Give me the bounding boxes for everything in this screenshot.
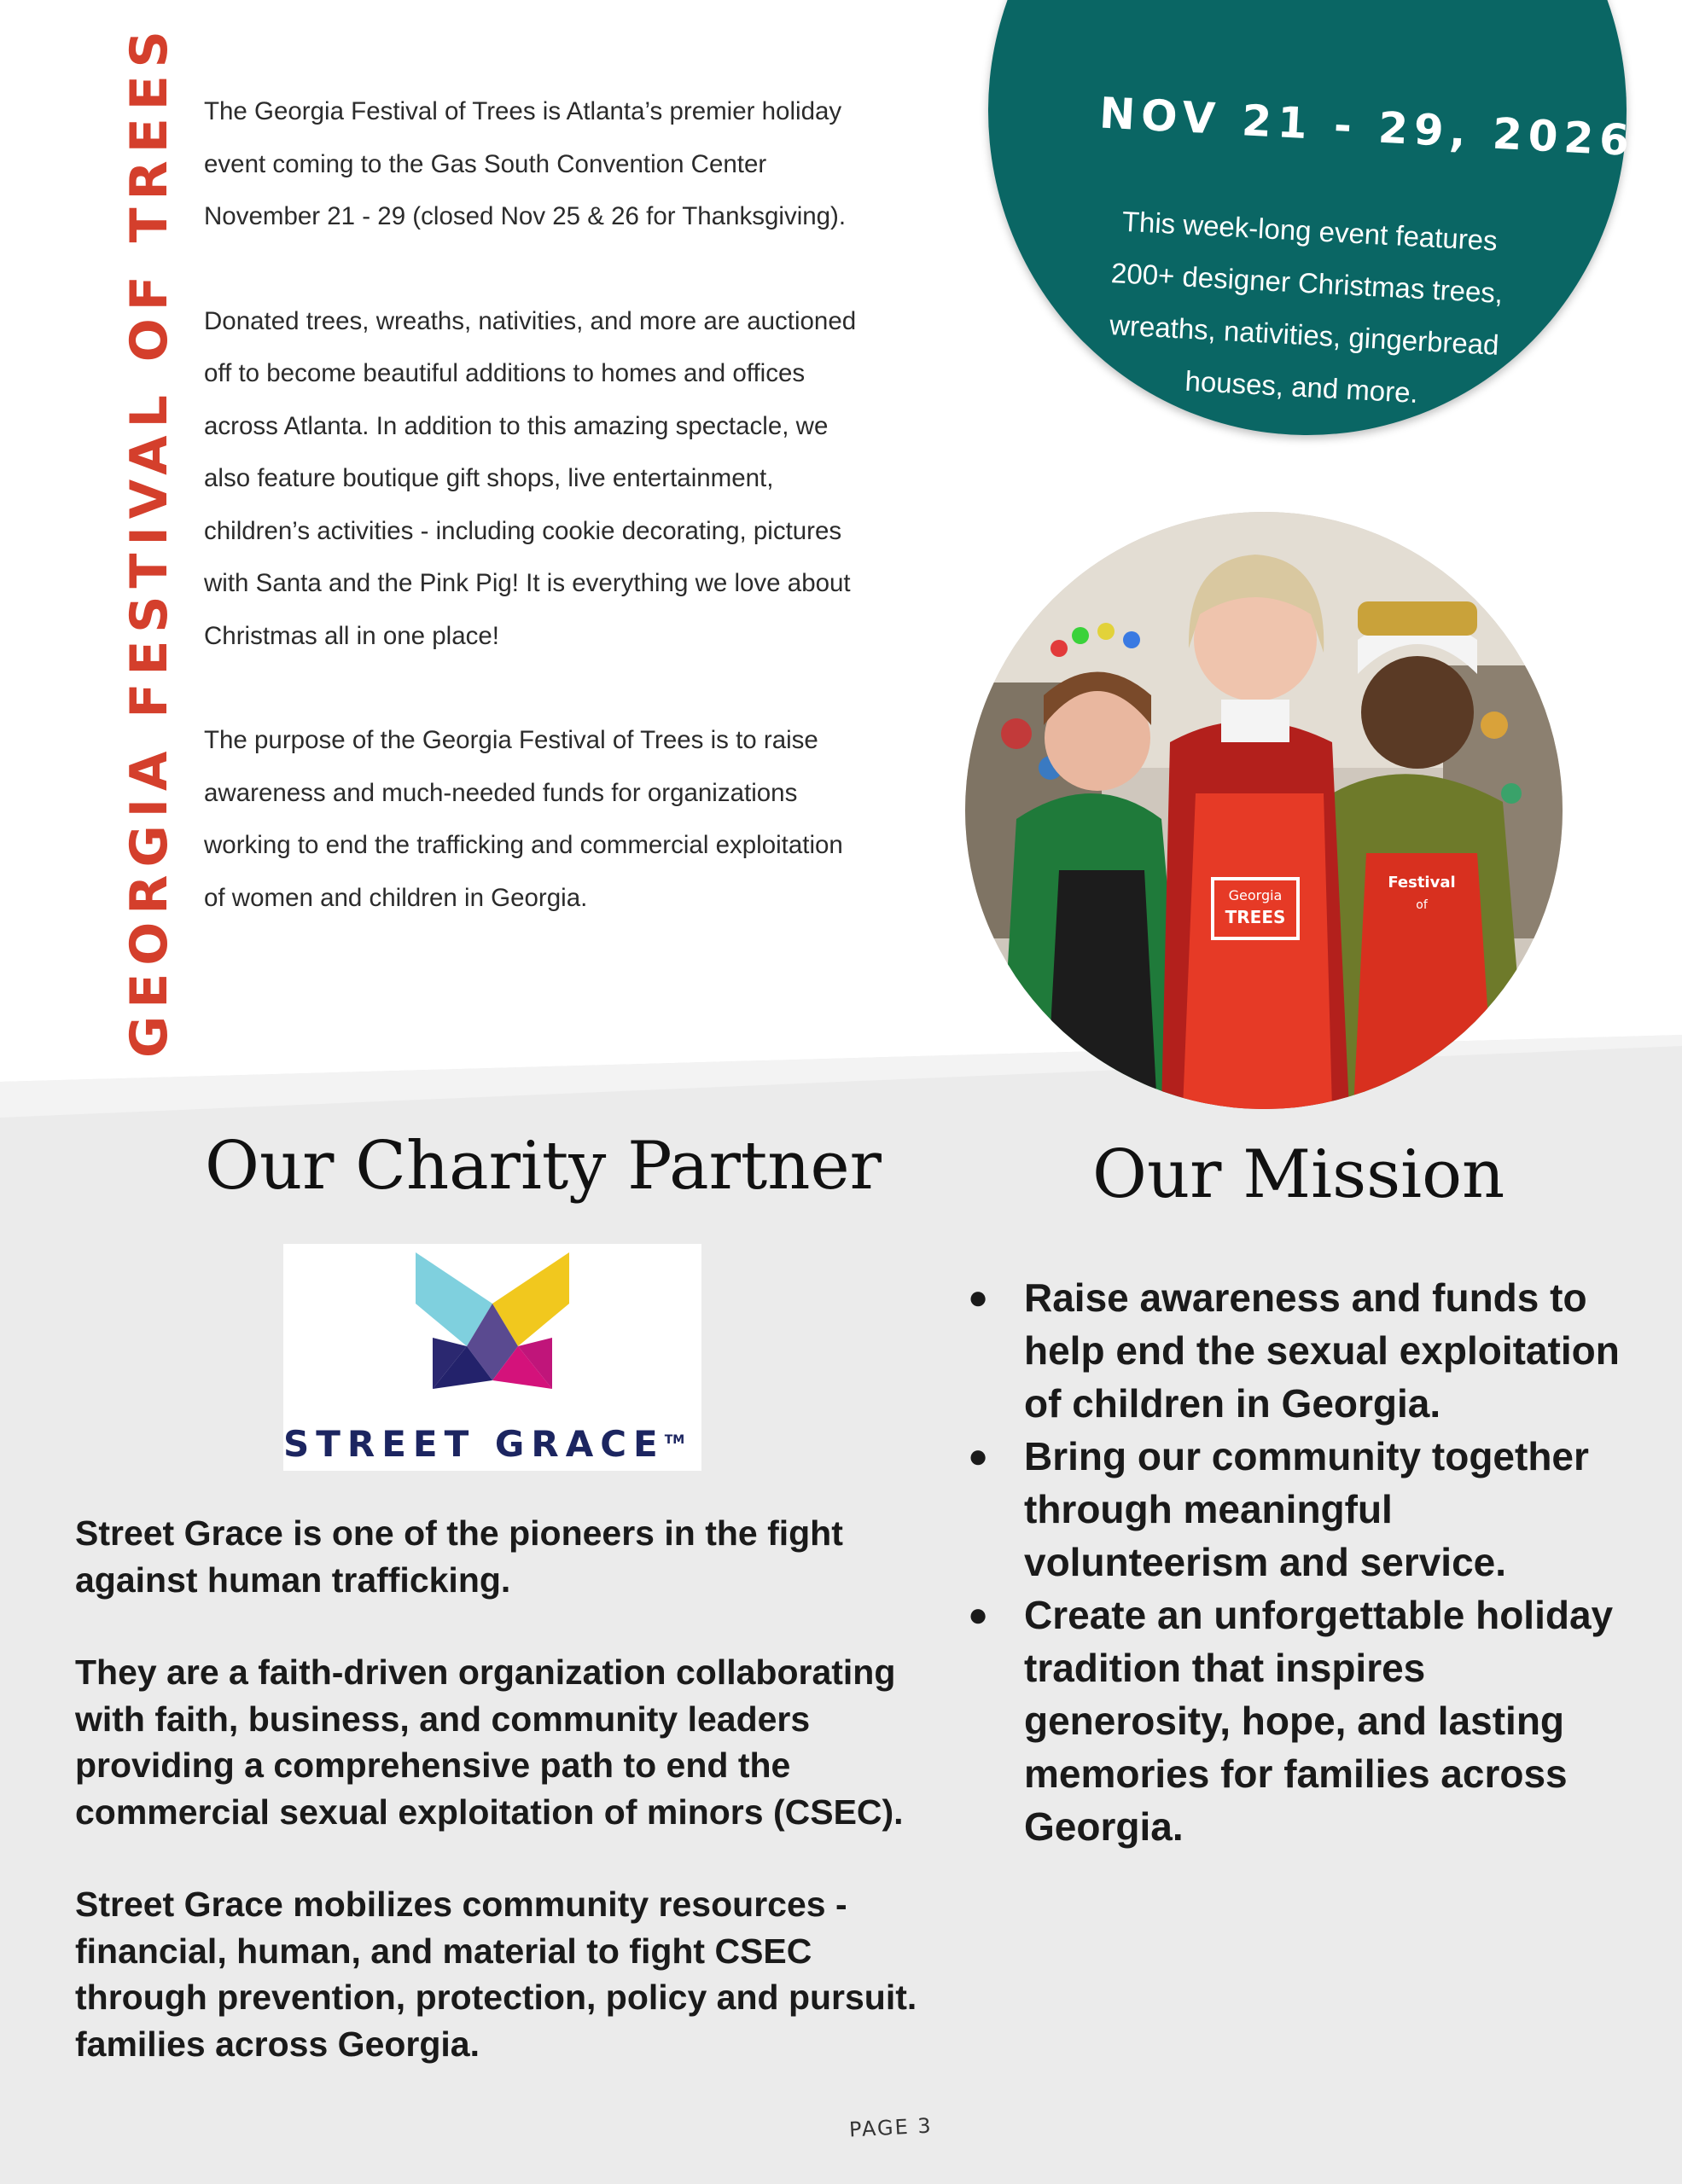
mission-list <box>968 1271 1621 1853</box>
side-title: GEORGIA FESTIVAL OF TREES <box>119 23 179 1058</box>
logo-trademark: TM <box>664 1433 685 1447</box>
butterfly-logo-icon <box>416 1252 569 1406</box>
charity-paragraph-2: They are a faith-driven organization collaborating with faith, business, and community leaders providing a comprehensive path to end the commercial sexual exploitation of minors (CSEC). <box>75 1653 904 1832</box>
mission-item-text: Raise awareness and funds to help end the sexual exploitation of children in Georgia. <box>1024 1275 1620 1426</box>
bullet-icon: ● <box>968 1279 989 1316</box>
bullet-icon: ● <box>968 1438 989 1475</box>
mission-item <box>968 1589 1621 1853</box>
logo-wordmark <box>283 1423 684 1465</box>
bullet-icon: ● <box>968 1596 989 1634</box>
apron-text-3: Festival <box>1388 874 1456 892</box>
mission-item <box>968 1271 1621 1430</box>
page-number: PAGE 3 <box>848 2113 934 2142</box>
volunteers-photo-illustration <box>965 512 1563 1109</box>
intro-paragraph-3: The purpose of the Georgia Festival of Trees is to raise awareness and much-needed funds for organizations working to end the trafficking and commercial exploitation of women and children in Georgia. <box>204 726 843 912</box>
event-date: NOV 21 - 29, 2026 <box>1097 88 1637 166</box>
event-blurb: This week-long event features 200+ designer Christmas trees, wreaths, nativities, gingerbread houses, and more. <box>1109 205 1504 410</box>
apron-text-4: of <box>1416 898 1428 912</box>
charity-paragraph-3: Street Grace mobilizes community resources - financial, human, and material to fight CSEC through prevention, protection, policy and pursuit. families across Georgia. <box>75 1885 917 2064</box>
charity-paragraph-1: Street Grace is one of the pioneers in the fight against human trafficking. <box>75 1513 843 1600</box>
mission-item-text: Create an unforgettable holiday tradition that inspires generosity, hope, and lasting memories for families across Georgia. <box>1024 1593 1614 1849</box>
volunteers-photo <box>965 512 1563 1109</box>
apron-text-1: Georgia <box>1228 887 1283 903</box>
intro-paragraph-1: The Georgia Festival of Trees is Atlanta’s premier holiday event coming to the Gas South Convention Center November 21 - 29 (closed Nov 25 & 26 for Thanksgiving). <box>204 97 847 230</box>
mission-heading: Our Mission <box>1092 1136 1505 1213</box>
charity-description <box>75 1510 946 2113</box>
charity-heading: Our Charity Partner <box>205 1128 882 1205</box>
intro-paragraph-2: Donated trees, wreaths, nativities, and more are auctioned off to become beautiful additions to homes and offices across Atlanta. In addition to this amazing spectacle, we also feature boutique gift shops, live entertainment, children’s activities - including cookie decorating, pictures with Santa and the Pink Pig! It is everything we love about Christmas all in one place! <box>204 306 857 650</box>
street-grace-logo <box>283 1244 701 1471</box>
apron-text-2: TREES <box>1225 907 1286 927</box>
mission-item <box>968 1430 1621 1589</box>
mission-item-text: Bring our community together through meaningful volunteerism and service. <box>1024 1434 1589 1584</box>
logo-name: STREET GRACE <box>283 1423 665 1465</box>
intro-text <box>204 85 870 976</box>
